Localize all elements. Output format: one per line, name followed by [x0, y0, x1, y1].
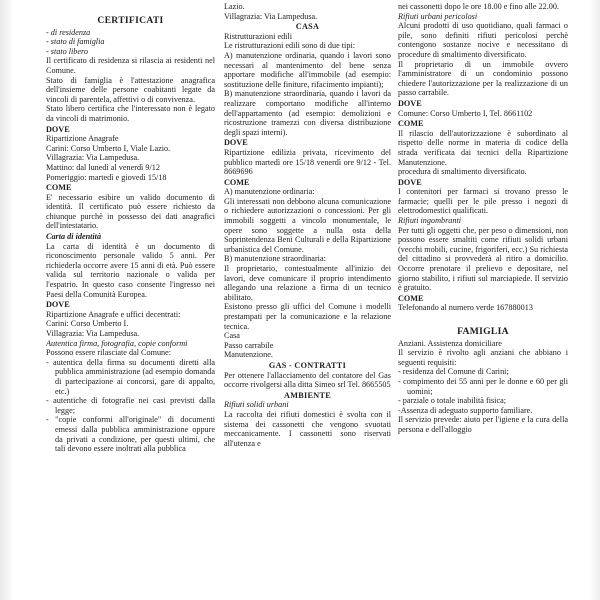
- subheading: COME: [398, 119, 424, 129]
- paragraph: La raccolta dei rifiuti domestici è svolta con il sistema dei cassonetti che vengono svuotati meccanicamente. I cassonetti sono riservati all'utenza e: [224, 409, 391, 448]
- paragraph: procedura di smaltimento diversificato.: [398, 167, 527, 177]
- paragraph: Lazio.: [224, 2, 245, 11]
- paragraph: Le ristrutturazioni edili sono di due tipi:: [224, 41, 355, 51]
- paragraph: Il certificato di residenza si rilascia ai residenti nel Comune.: [46, 56, 215, 75]
- paragraph: Ristrutturazioni edili: [224, 31, 292, 41]
- list-item: -Assenza di adeguato supporto familiare.: [398, 405, 533, 415]
- paragraph: Ripartizione Anagrafe e uffici decentrati:: [46, 309, 181, 319]
- paragraph: Carini: Corso Umberto I.: [46, 319, 129, 329]
- paragraph: nei cassonetti dopo le ore 18.00 e fino alle 22.00.: [398, 2, 559, 11]
- paragraph: Il proprietario di un immobile ovvero l'amministratore di un condominio possono chiedere l'autorizzazione per la realizzazione di un passo carrabile.: [398, 59, 568, 98]
- paragraph: Villagrazia: Via Lampedusa.: [46, 153, 140, 163]
- paragraph: B) manutenzione straordinaria:: [224, 254, 326, 264]
- paragraph: Ripartizione edilizia privata, ricevimento del pubblico martedì ore 15/18 venerdì ore 9/12 - Tel. 8669696: [224, 147, 391, 177]
- paragraph: Telefonando al numero verde 167880013: [398, 303, 533, 313]
- column-right: [398, 2, 568, 600]
- paragraph: Esistono presso gli uffici del Comune i modelli prestampati per la comunicazione e la relazione tecnica.: [224, 302, 391, 331]
- subheading: DOVE: [224, 138, 248, 148]
- column-middle: [224, 2, 391, 600]
- paragraph: Mattino: dal lunedì al venerdì 9/12: [46, 162, 160, 172]
- italic-label: - stato di famiglia: [46, 37, 105, 47]
- list-item: - compimento dei 55 anni per le donne e 60 per gli uomini;: [398, 376, 568, 396]
- paragraph: A) manutenzione ordinaria:: [224, 187, 315, 197]
- list-item: - residenza del Comune di Carini;: [398, 367, 509, 377]
- paragraph: B) manutenzione straordinaria, quando i lavori da realizzare comportano modifiche all'interno dell'appartamento (ad esempio: demolizioni e ricostruzione tramezzi con diversa distribuzione degli spazi interni).: [224, 89, 391, 137]
- list-item: - autentica della firma su documenti diretti alla pubblica amministrazione (ad esempio domanda di partecipazione ai concorsi, gare di appalto, etc.): [46, 357, 215, 396]
- column-left: [46, 2, 215, 600]
- section-heading: CASA: [295, 22, 320, 32]
- paragraph: Il servizio è rivolto agli anziani che abbiano i seguenti requisiti:: [398, 348, 568, 367]
- subheading: DOVE: [398, 177, 422, 187]
- paragraph: Carini: Corso Umberto I, Viale Lazio.: [46, 143, 171, 153]
- paragraph: Pomeriggio: martedì e giovedì 15/18: [46, 172, 167, 182]
- paragraph: Stato di famiglia è l'attestazione anagrafica dell'insieme delle persone coabitanti legate da vincoli di parentela, affettivi o di convivenza.: [46, 75, 215, 104]
- subheading: Carta di identità: [46, 232, 102, 242]
- paragraph: La carta di identità è un documento di riconoscimento personale valido 5 anni. Per richiederla occorre avere 15 anni di età. Può essere valida sul territorio nazionale o valida per l'espatrio. In questo caso consente l'ingresso nei Paesi della Comunità Europea.: [46, 241, 215, 299]
- list-item: - "copie conformi all'originale" di documenti emessi dalla pubblica amministrazione oppure da privati a condizione, per questi ultimi, che tali devono essere inoltrati alla pubblica: [46, 415, 215, 454]
- paragraph: Passo carrabile: [224, 340, 274, 350]
- paragraph: Villagrazia: Via Lampedusa.: [224, 11, 318, 21]
- page-edge-left: [0, 0, 14, 600]
- subheading: COME: [398, 293, 424, 303]
- subheading: COME: [46, 183, 72, 193]
- italic-label: - di residenza: [46, 27, 91, 37]
- paragraph: Villagrazia: Via Lampedusa.: [46, 329, 140, 338]
- list-item: - autentiche di fotografie nei casi previsti dalla legge;: [46, 396, 215, 415]
- section-heading: CERTIFICATI: [97, 15, 164, 26]
- subheading: DOVE: [398, 98, 422, 108]
- section-heading: AMBIENTE: [284, 390, 331, 400]
- italic-label: Rifiuti ingombranti: [398, 216, 462, 226]
- list-item: - parziale o totale inabilità fisica;: [398, 396, 506, 406]
- paragraph: Gli interessati non debbono alcuna comunicazione o richiedere autorizzazioni o concessioni. Per gli immobili soggetti a vincolo monumentale, le opere sono soggette a nulla osta della Soprintendenza Beni Culturali e della Ripartizione urbanistica del Comune.: [224, 196, 391, 254]
- paragraph: Comune: Corso Umberto I, Tel. 8661102: [398, 108, 533, 118]
- italic-label: Rifiuti urbani pericolosi: [398, 11, 478, 21]
- paragraph: Per tutti gli oggetti che, per peso o dimensioni, non possono essere smaltiti come rifiuti solidi urbani (vecchi mobili, cucine, frigoriferi, ecc.) Su richiesta del cittadino si provvederà al ritiro a domicilio. Occorre prenotare il prelievo e depositare, nel giorno stabilito, i rifiuti sul marciapiede. Il servizio è gratuito.: [398, 225, 568, 293]
- paragraph: E' necessario esibire un valido documento di identità. Il certificato può essere richiesto da chiunque purchè in possesso dei dati anagrafici dell'intestatario.: [46, 192, 215, 231]
- page-edge-right: [588, 0, 600, 600]
- paragraph: Alcuni prodotti di uso quotidiano, quali farmaci o pile, sono definiti rifiuti pericolosi perchè contengono sostanze nocive e necessitano di procedure di smaltimento diversificato.: [398, 21, 568, 59]
- paragraph: Il proprietario, contestualmente all'inizio dei lavori, deve comunicare il proprio intendimento allegando una relazione a firma di un tecnico abilitato.: [224, 264, 391, 302]
- paragraph: Il servizio prevede: aiuto per l'igiene e la cura della persona e dell'alloggio: [398, 415, 568, 434]
- paragraph: Casa: [224, 331, 240, 341]
- paragraph: Il rilascio dell'autorizzazione è subordinato al rispetto delle norme in materia di codice della strada verificata dai tecnici della Ripartizione Manutenzione.: [398, 128, 568, 167]
- paragraph: A) manutenzione ordinaria, quando i lavori sono necessari al mantenimento del bene senza apportare modifiche all'immobile (ad esempio: sostituzione delle finiture, rifacimento impianti);: [224, 50, 391, 89]
- paragraph: Possono essere rilasciate dal Comune:: [46, 348, 172, 358]
- paragraph: Stato libero certifica che l'interessato non è legato da vincoli di matrimonio.: [46, 104, 215, 123]
- subheading: DOVE: [46, 124, 70, 134]
- italic-label: - stato libero: [46, 46, 88, 56]
- paragraph: Manutenzione.: [224, 350, 273, 360]
- paragraph: Ripartizione Anagrafe: [46, 134, 119, 144]
- subheading: DOVE: [46, 300, 70, 310]
- paragraph: Anziani. Assistenza domiciliare: [398, 338, 502, 348]
- section-heading: GAS - CONTRATTI: [268, 360, 347, 370]
- paragraph: I contenitori per farmaci si trovano presso le farmacie; quelli per le pile presso i negozi di elettrodomestici qualificati.: [398, 187, 568, 216]
- section-heading: FAMIGLIA: [457, 326, 509, 337]
- italic-label: Autentica firma, fotografia, copie conformi: [46, 338, 188, 348]
- subheading: COME: [224, 177, 250, 187]
- italic-label: Rifiuti solidi urbani: [224, 400, 289, 410]
- paragraph: Per ottenere l'allacciamento del contatore del Gas occorre rivolgersi alla ditta Simeo srl Tel. 8665505: [224, 370, 391, 390]
